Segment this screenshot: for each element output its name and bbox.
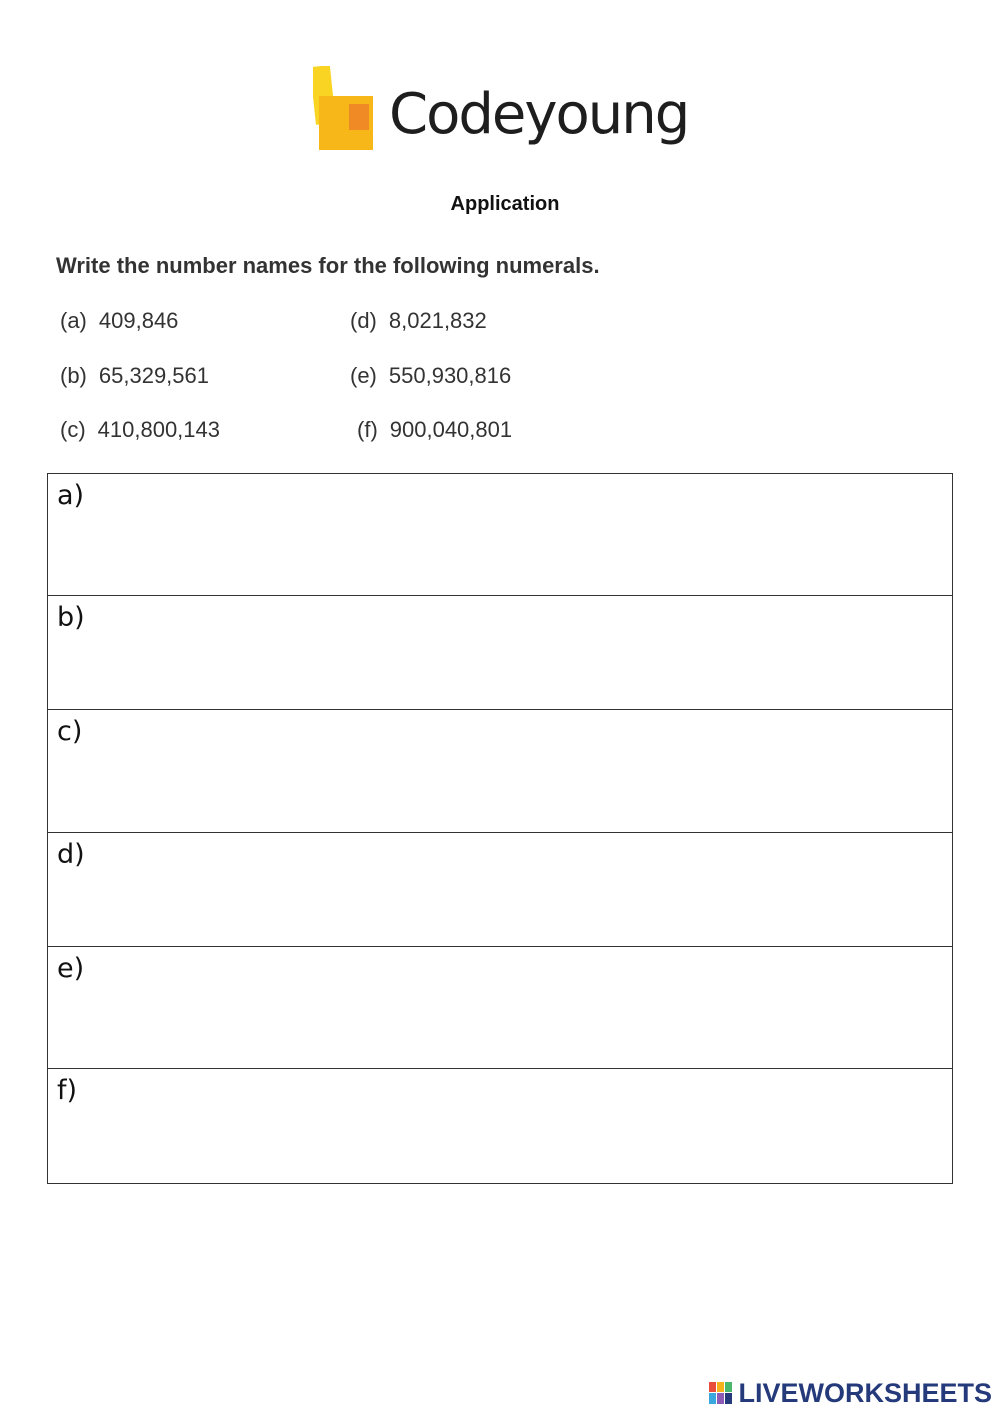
- item-label: (f): [357, 417, 378, 442]
- answer-row-f[interactable]: [48, 1069, 952, 1184]
- list-item: [357, 417, 512, 443]
- answer-row-d[interactable]: [48, 833, 952, 947]
- liveworksheets-logo-icon: [708, 1381, 734, 1405]
- answer-table: [47, 473, 953, 1184]
- list-item: [60, 417, 220, 443]
- codeyoung-logo-mark-icon: [313, 66, 377, 156]
- answer-row-c[interactable]: [48, 710, 952, 833]
- item-value: 900,040,801: [389, 417, 513, 442]
- page-title: Application: [450, 193, 560, 215]
- item-label: (c): [60, 417, 86, 442]
- answer-row-label: a): [57, 480, 85, 511]
- item-value: 410,800,143: [97, 417, 220, 442]
- item-label: (e): [350, 363, 377, 388]
- answer-row-b[interactable]: [48, 596, 952, 710]
- list-item: [60, 363, 209, 389]
- instruction-text: Write the number names for the following numerals.: [56, 253, 600, 278]
- item-value: 65,329,561: [98, 363, 209, 388]
- item-label: (a): [60, 308, 87, 333]
- answer-row-label: c): [57, 716, 83, 747]
- list-item: [350, 308, 487, 334]
- liveworksheets-brand: LIVEWORKSHEETS: [738, 1377, 992, 1408]
- item-value: 8,021,832: [388, 308, 487, 333]
- brand-name: Codeyoung: [389, 82, 689, 147]
- answer-row-label: b): [57, 602, 85, 633]
- answer-row-a[interactable]: [48, 474, 952, 596]
- item-value: 409,846: [98, 308, 179, 333]
- answer-row-label: f): [57, 1075, 78, 1106]
- list-item: [350, 363, 511, 389]
- item-label: (d): [350, 308, 377, 333]
- answer-row-label: d): [57, 839, 85, 870]
- list-item: [60, 308, 178, 334]
- codeyoung-logo: [313, 66, 713, 166]
- answer-row-e[interactable]: [48, 947, 952, 1069]
- liveworksheets-badge: [708, 1377, 992, 1409]
- item-value: 550,930,816: [388, 363, 512, 388]
- answer-row-label: e): [57, 953, 85, 984]
- item-label: (b): [60, 363, 87, 388]
